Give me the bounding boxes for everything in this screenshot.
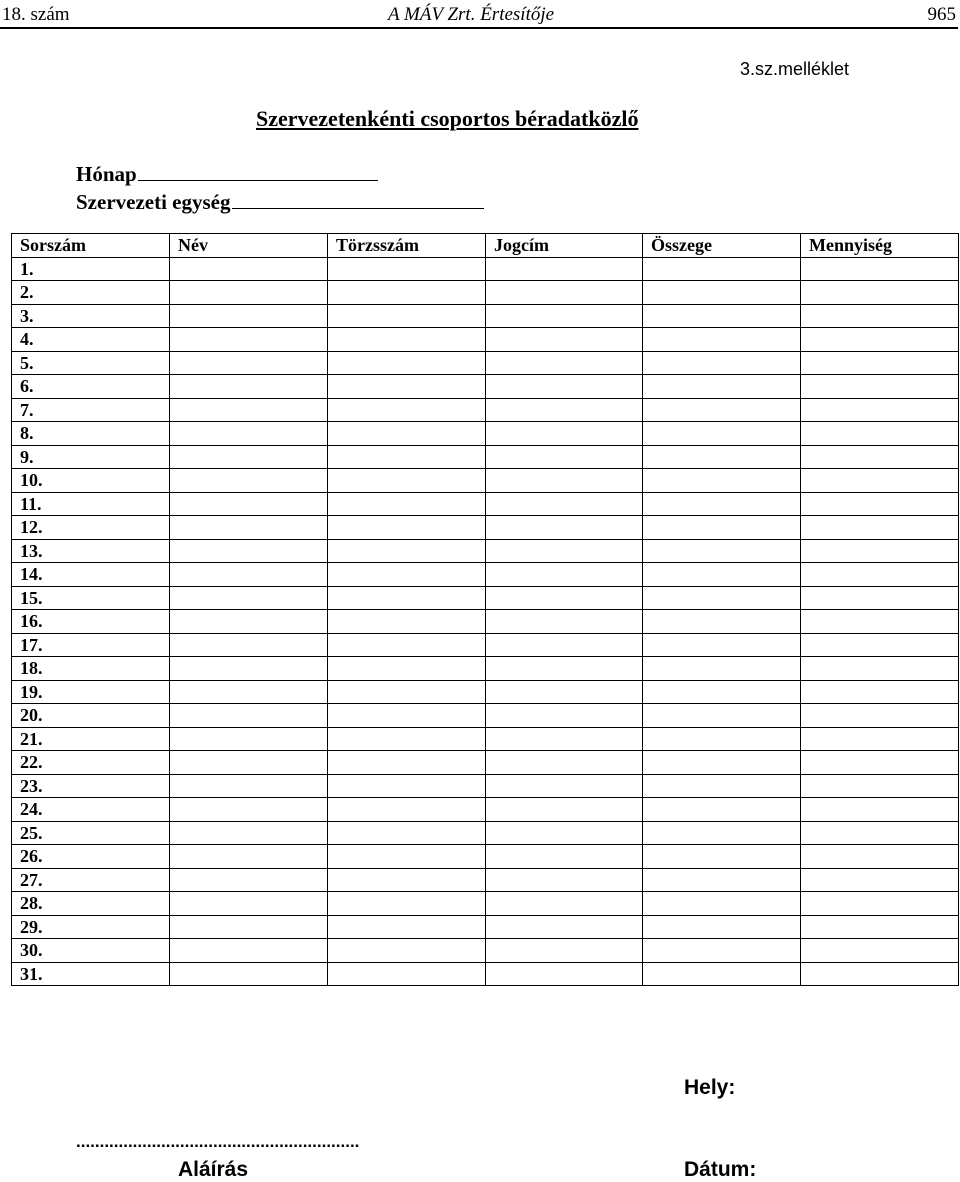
month-label: Hónap — [76, 162, 137, 186]
column-header-title: Jogcím — [486, 234, 643, 258]
table-row — [12, 868, 959, 892]
title-cell[interactable] — [486, 516, 643, 540]
employee-id-cell[interactable] — [328, 281, 486, 305]
name-cell[interactable] — [170, 398, 328, 422]
name-cell[interactable] — [170, 798, 328, 822]
quantity-cell[interactable] — [801, 774, 959, 798]
employee-id-cell[interactable] — [328, 892, 486, 916]
title-cell[interactable] — [486, 351, 643, 375]
table-header-row — [12, 234, 959, 258]
name-cell[interactable] — [170, 868, 328, 892]
table-row — [12, 469, 959, 493]
name-cell[interactable] — [170, 680, 328, 704]
employee-id-cell[interactable] — [328, 445, 486, 469]
amount-cell[interactable] — [643, 563, 801, 587]
employee-id-cell[interactable] — [328, 939, 486, 963]
employee-id-cell[interactable] — [328, 398, 486, 422]
quantity-cell[interactable] — [801, 328, 959, 352]
quantity-cell[interactable] — [801, 375, 959, 399]
employee-id-cell[interactable] — [328, 539, 486, 563]
quantity-cell[interactable] — [801, 398, 959, 422]
amount-cell[interactable] — [643, 257, 801, 281]
amount-cell[interactable] — [643, 798, 801, 822]
quantity-cell[interactable] — [801, 304, 959, 328]
amount-cell[interactable] — [643, 539, 801, 563]
table-row — [12, 751, 959, 775]
table-row — [12, 915, 959, 939]
name-cell[interactable] — [170, 563, 328, 587]
employee-id-cell[interactable] — [328, 962, 486, 986]
table-row — [12, 539, 959, 563]
employee-id-cell[interactable] — [328, 633, 486, 657]
employee-id-cell[interactable] — [328, 304, 486, 328]
title-cell[interactable] — [486, 962, 643, 986]
title-cell[interactable] — [486, 539, 643, 563]
quantity-cell[interactable] — [801, 563, 959, 587]
employee-id-cell[interactable] — [328, 469, 486, 493]
quantity-cell[interactable] — [801, 962, 959, 986]
quantity-cell[interactable] — [801, 915, 959, 939]
title-cell[interactable] — [486, 257, 643, 281]
quantity-cell[interactable] — [801, 704, 959, 728]
serial-number-cell: 27. — [12, 868, 170, 892]
page-number: 965 — [927, 4, 956, 25]
table-row — [12, 257, 959, 281]
unit-label: Szervezeti egység — [76, 190, 231, 214]
serial-number-cell: 9. — [12, 445, 170, 469]
name-cell[interactable] — [170, 657, 328, 681]
name-cell[interactable] — [170, 257, 328, 281]
quantity-cell[interactable] — [801, 469, 959, 493]
name-cell[interactable] — [170, 633, 328, 657]
serial-number-cell: 26. — [12, 845, 170, 869]
title-cell[interactable] — [486, 704, 643, 728]
table-row — [12, 680, 959, 704]
name-cell[interactable] — [170, 469, 328, 493]
title-cell[interactable] — [486, 727, 643, 751]
name-cell[interactable] — [170, 821, 328, 845]
name-cell[interactable] — [170, 422, 328, 446]
employee-id-cell[interactable] — [328, 845, 486, 869]
serial-number-cell: 22. — [12, 751, 170, 775]
quantity-cell[interactable] — [801, 516, 959, 540]
name-cell[interactable] — [170, 445, 328, 469]
quantity-cell[interactable] — [801, 351, 959, 375]
title-cell[interactable] — [486, 868, 643, 892]
employee-id-cell[interactable] — [328, 586, 486, 610]
employee-id-cell[interactable] — [328, 422, 486, 446]
amount-cell[interactable] — [643, 821, 801, 845]
serial-number-cell: 25. — [12, 821, 170, 845]
amount-cell[interactable] — [643, 868, 801, 892]
employee-id-cell[interactable] — [328, 351, 486, 375]
amount-cell[interactable] — [643, 328, 801, 352]
employee-id-cell[interactable] — [328, 798, 486, 822]
quantity-cell[interactable] — [801, 539, 959, 563]
serial-number-cell: 14. — [12, 563, 170, 587]
signature-label: Aláírás — [178, 1158, 249, 1181]
table-row — [12, 422, 959, 446]
name-cell[interactable] — [170, 704, 328, 728]
amount-cell[interactable] — [643, 469, 801, 493]
employee-id-cell[interactable] — [328, 727, 486, 751]
name-cell[interactable] — [170, 845, 328, 869]
serial-number-cell: 5. — [12, 351, 170, 375]
table-row — [12, 398, 959, 422]
title-cell[interactable] — [486, 398, 643, 422]
table-body — [12, 257, 959, 986]
quantity-cell[interactable] — [801, 868, 959, 892]
table-row — [12, 774, 959, 798]
unit-field — [76, 190, 484, 215]
employee-id-cell[interactable] — [328, 821, 486, 845]
table-row — [12, 445, 959, 469]
amount-cell[interactable] — [643, 351, 801, 375]
table-row — [12, 586, 959, 610]
name-cell[interactable] — [170, 915, 328, 939]
amount-cell[interactable] — [643, 610, 801, 634]
table-row — [12, 845, 959, 869]
title-cell[interactable] — [486, 845, 643, 869]
name-cell[interactable] — [170, 751, 328, 775]
employee-id-cell[interactable] — [328, 257, 486, 281]
table-row — [12, 798, 959, 822]
issue-number: 18. szám — [2, 4, 70, 25]
table-row — [12, 328, 959, 352]
quantity-cell[interactable] — [801, 492, 959, 516]
title-cell[interactable] — [486, 821, 643, 845]
name-cell[interactable] — [170, 962, 328, 986]
employee-id-cell[interactable] — [328, 680, 486, 704]
quantity-cell[interactable] — [801, 445, 959, 469]
table-row — [12, 939, 959, 963]
amount-cell[interactable] — [643, 939, 801, 963]
name-cell[interactable] — [170, 492, 328, 516]
serial-number-cell: 21. — [12, 727, 170, 751]
title-cell[interactable] — [486, 657, 643, 681]
serial-number-cell: 29. — [12, 915, 170, 939]
quantity-cell[interactable] — [801, 257, 959, 281]
quantity-cell[interactable] — [801, 610, 959, 634]
name-cell[interactable] — [170, 892, 328, 916]
serial-number-cell: 3. — [12, 304, 170, 328]
title-cell[interactable] — [486, 563, 643, 587]
serial-number-cell: 6. — [12, 375, 170, 399]
name-cell[interactable] — [170, 328, 328, 352]
title-cell[interactable] — [486, 469, 643, 493]
table-row — [12, 375, 959, 399]
table-row — [12, 633, 959, 657]
title-cell[interactable] — [486, 586, 643, 610]
table-row — [12, 657, 959, 681]
amount-cell[interactable] — [643, 657, 801, 681]
amount-cell[interactable] — [643, 633, 801, 657]
serial-number-cell: 31. — [12, 962, 170, 986]
serial-number-cell: 1. — [12, 257, 170, 281]
name-cell[interactable] — [170, 727, 328, 751]
place-label: Hely: — [684, 1076, 736, 1099]
serial-number-cell: 15. — [12, 586, 170, 610]
column-header-amount: Összege — [643, 234, 801, 258]
serial-number-cell: 20. — [12, 704, 170, 728]
serial-number-cell: 10. — [12, 469, 170, 493]
form-title: Szervezetenkénti csoportos béradatközlő — [256, 106, 639, 131]
quantity-cell[interactable] — [801, 939, 959, 963]
quantity-cell[interactable] — [801, 657, 959, 681]
name-cell[interactable] — [170, 375, 328, 399]
name-cell[interactable] — [170, 774, 328, 798]
employee-id-cell[interactable] — [328, 774, 486, 798]
name-cell[interactable] — [170, 586, 328, 610]
amount-cell[interactable] — [643, 915, 801, 939]
employee-id-cell[interactable] — [328, 375, 486, 399]
employee-id-cell[interactable] — [328, 868, 486, 892]
serial-number-cell: 11. — [12, 492, 170, 516]
signature-dotted-line: ............................................................ — [76, 1132, 360, 1151]
table-row — [12, 610, 959, 634]
name-cell[interactable] — [170, 939, 328, 963]
table-row — [12, 281, 959, 305]
amount-cell[interactable] — [643, 375, 801, 399]
employee-id-cell[interactable] — [328, 915, 486, 939]
publication-title: A MÁV Zrt. Értesítője — [388, 4, 555, 25]
employee-id-cell[interactable] — [328, 657, 486, 681]
quantity-cell[interactable] — [801, 680, 959, 704]
amount-cell[interactable] — [643, 516, 801, 540]
title-cell[interactable] — [486, 375, 643, 399]
column-header-name: Név — [170, 234, 328, 258]
serial-number-cell: 12. — [12, 516, 170, 540]
amount-cell[interactable] — [643, 751, 801, 775]
quantity-cell[interactable] — [801, 633, 959, 657]
table-row — [12, 351, 959, 375]
annex-label: 3.sz.melléklet — [740, 59, 850, 79]
quantity-cell[interactable] — [801, 892, 959, 916]
month-blank-line[interactable] — [138, 162, 378, 181]
serial-number-cell: 18. — [12, 657, 170, 681]
table-row — [12, 727, 959, 751]
page-header — [0, 0, 958, 29]
quantity-cell[interactable] — [801, 422, 959, 446]
table-row — [12, 516, 959, 540]
name-cell[interactable] — [170, 304, 328, 328]
title-cell[interactable] — [486, 939, 643, 963]
serial-number-cell: 23. — [12, 774, 170, 798]
title-cell[interactable] — [486, 304, 643, 328]
amount-cell[interactable] — [643, 845, 801, 869]
unit-blank-line[interactable] — [232, 190, 484, 209]
serial-number-cell: 17. — [12, 633, 170, 657]
name-cell[interactable] — [170, 351, 328, 375]
amount-cell[interactable] — [643, 774, 801, 798]
amount-cell[interactable] — [643, 398, 801, 422]
amount-cell[interactable] — [643, 445, 801, 469]
title-cell[interactable] — [486, 328, 643, 352]
amount-cell[interactable] — [643, 727, 801, 751]
title-cell[interactable] — [486, 892, 643, 916]
amount-cell[interactable] — [643, 422, 801, 446]
quantity-cell[interactable] — [801, 727, 959, 751]
serial-number-cell: 28. — [12, 892, 170, 916]
quantity-cell[interactable] — [801, 798, 959, 822]
title-cell[interactable] — [486, 492, 643, 516]
quantity-cell[interactable] — [801, 586, 959, 610]
name-cell[interactable] — [170, 539, 328, 563]
title-cell[interactable] — [486, 751, 643, 775]
amount-cell[interactable] — [643, 892, 801, 916]
employee-id-cell[interactable] — [328, 751, 486, 775]
wage-data-table — [11, 233, 959, 986]
serial-number-cell: 8. — [12, 422, 170, 446]
amount-cell[interactable] — [643, 492, 801, 516]
title-cell[interactable] — [486, 445, 643, 469]
amount-cell[interactable] — [643, 962, 801, 986]
month-field — [76, 162, 378, 187]
serial-number-cell: 7. — [12, 398, 170, 422]
table-row — [12, 492, 959, 516]
amount-cell[interactable] — [643, 281, 801, 305]
employee-id-cell[interactable] — [328, 328, 486, 352]
table-row — [12, 704, 959, 728]
table-row — [12, 304, 959, 328]
serial-number-cell: 30. — [12, 939, 170, 963]
serial-number-cell: 24. — [12, 798, 170, 822]
table-row — [12, 892, 959, 916]
column-header-employee-id: Törzsszám — [328, 234, 486, 258]
amount-cell[interactable] — [643, 304, 801, 328]
date-label: Dátum: — [684, 1158, 757, 1181]
serial-number-cell: 2. — [12, 281, 170, 305]
employee-id-cell[interactable] — [328, 492, 486, 516]
title-cell[interactable] — [486, 915, 643, 939]
table-row — [12, 962, 959, 986]
employee-id-cell[interactable] — [328, 704, 486, 728]
title-cell[interactable] — [486, 798, 643, 822]
serial-number-cell: 19. — [12, 680, 170, 704]
title-cell[interactable] — [486, 633, 643, 657]
amount-cell[interactable] — [643, 586, 801, 610]
title-cell[interactable] — [486, 422, 643, 446]
quantity-cell[interactable] — [801, 751, 959, 775]
title-cell[interactable] — [486, 680, 643, 704]
amount-cell[interactable] — [643, 704, 801, 728]
name-cell[interactable] — [170, 516, 328, 540]
quantity-cell[interactable] — [801, 821, 959, 845]
employee-id-cell[interactable] — [328, 563, 486, 587]
quantity-cell[interactable] — [801, 845, 959, 869]
employee-id-cell[interactable] — [328, 610, 486, 634]
title-cell[interactable] — [486, 610, 643, 634]
quantity-cell[interactable] — [801, 281, 959, 305]
title-cell[interactable] — [486, 281, 643, 305]
serial-number-cell: 16. — [12, 610, 170, 634]
name-cell[interactable] — [170, 281, 328, 305]
table-row — [12, 821, 959, 845]
title-cell[interactable] — [486, 774, 643, 798]
column-header-quantity: Mennyiség — [801, 234, 959, 258]
serial-number-cell: 13. — [12, 539, 170, 563]
name-cell[interactable] — [170, 610, 328, 634]
serial-number-cell: 4. — [12, 328, 170, 352]
column-header-serial: Sorszám — [12, 234, 170, 258]
amount-cell[interactable] — [643, 680, 801, 704]
employee-id-cell[interactable] — [328, 516, 486, 540]
table-row — [12, 563, 959, 587]
